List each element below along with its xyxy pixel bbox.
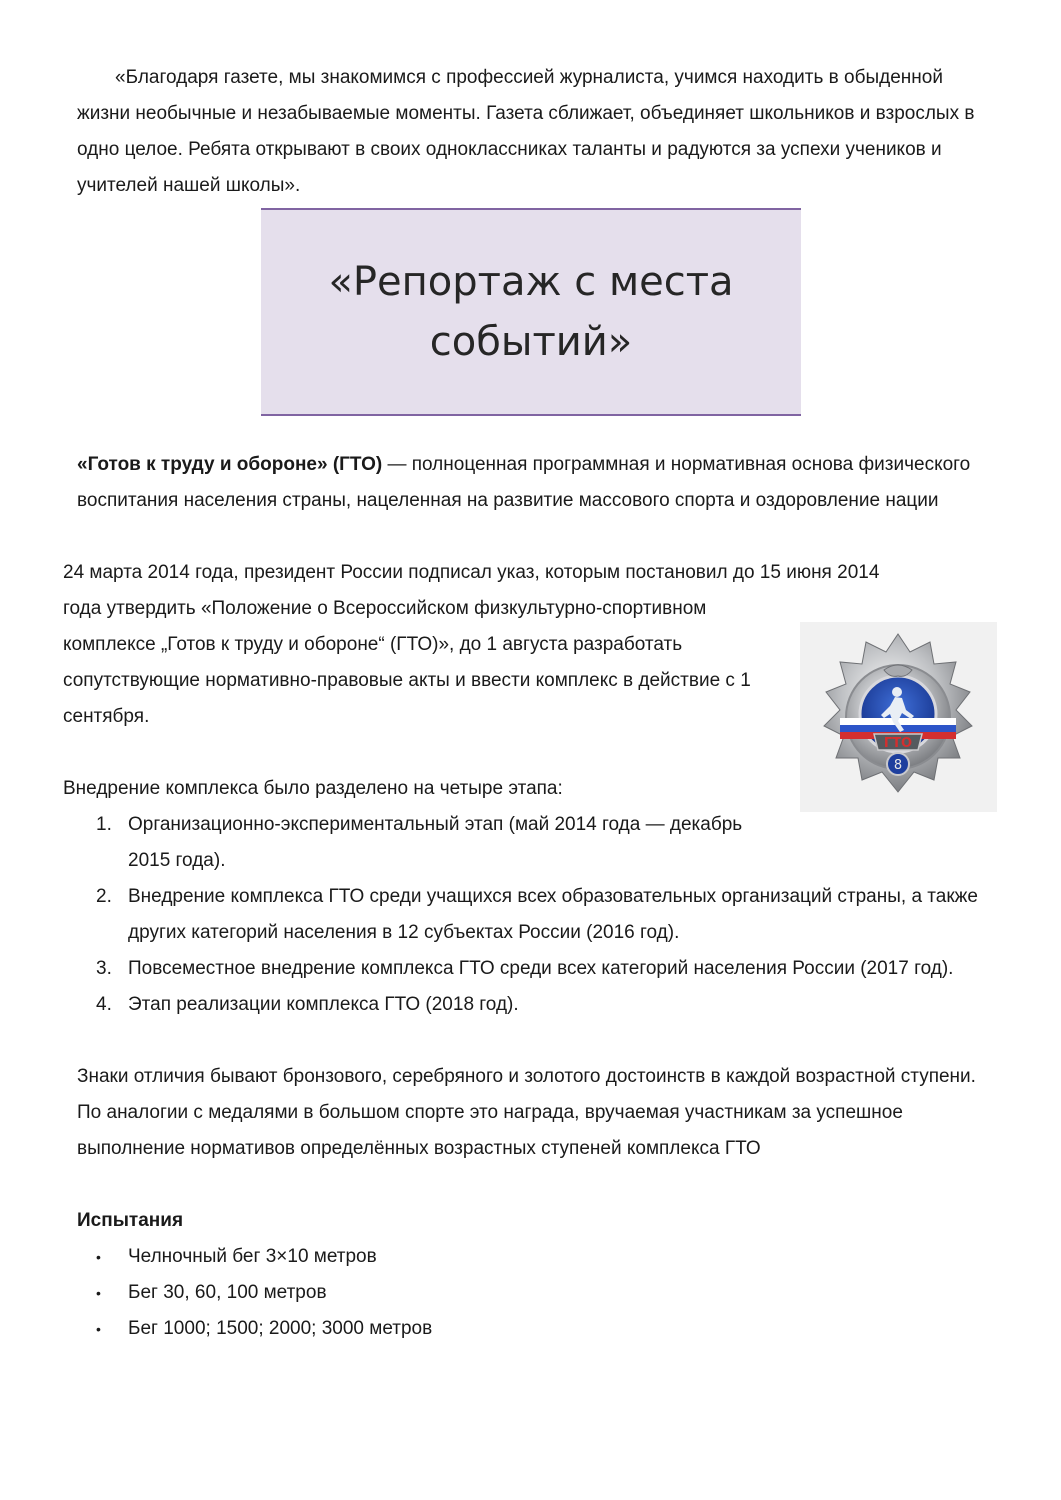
gto-term: «Готов к труду и обороне» (ГТО)	[77, 454, 383, 475]
test-item	[63, 1239, 963, 1275]
stage-text: Организационно-экспериментальный этап (май 2014 года — декабрь 2015 года).	[128, 814, 743, 871]
bullet-icon: •	[96, 1321, 101, 1337]
stage-text: Повсеместное внедрение комплекса ГТО среди всех категорий населения России (2017 год).	[128, 958, 954, 979]
decree-paragraph	[63, 555, 880, 735]
gto-badge-icon	[800, 622, 997, 812]
test-item	[63, 1275, 963, 1311]
awards-paragraph: Знаки отличия бывают бронзового, серебряного и золотого достоинств в каждой возрастной ступени. По аналогии с медалями в большом спорте это награда, вручаемая участникам за успешное выполнение нормативов определённых возрастных ступеней комплекса ГТО	[77, 1066, 976, 1159]
stage-number: 3.	[96, 958, 112, 979]
test-item	[63, 1311, 963, 1347]
stage-text: Внедрение комплекса ГТО среди учащихся всех образовательных организаций страны, а также других категорий населения в 12 субъектах России (2016 год).	[128, 886, 978, 943]
decree-rest: года утвердить «Положение о Всероссийском физкультурно-спортивном комплексе „Готов к труду и обороне“ (ГТО)», до 1 августа разработать сопутствующие нормативно-правовые акты и ввести комплекс в действие с 1 сентября.	[63, 598, 751, 727]
stage-number: 1.	[96, 814, 112, 835]
decree-line-1: 24 марта 2014 года, президент России подписал указ, которым постановил до 15 июня 2014	[63, 562, 880, 583]
section-banner	[261, 208, 801, 416]
badge-label: ГТО	[883, 736, 913, 751]
stage-number: 4.	[96, 994, 112, 1015]
stage-item	[63, 987, 983, 1023]
stages-list	[63, 807, 983, 1023]
gto-definition	[77, 447, 997, 519]
badge-number: 8	[893, 758, 903, 773]
stages-intro: Внедрение комплекса было разделено на четыре этапа:	[63, 778, 563, 799]
gto-definition-text: — полноценная программная и нормативная основа физического воспитания населения страны, нацеленная на развитие массового спорта и оздоровление нации	[77, 454, 971, 511]
tests-heading: Испытания	[77, 1210, 184, 1231]
test-text: Бег 30, 60, 100 метров	[128, 1282, 327, 1303]
test-text: Бег 1000; 1500; 2000; 3000 метров	[128, 1318, 433, 1339]
intro-quote: «Благодаря газете, мы знакомимся с профессией журналиста, учимся находить в обыденной жизни необычные и незабываемые моменты. Газета сближает, объединяет школьников и взрослых в одно целое. Ребята открывают в своих одноклассниках таланты и радуются за успехи учеников и учителей нашей школы».	[77, 67, 975, 196]
stage-text: Этап реализации комплекса ГТО (2018 год).	[128, 994, 519, 1015]
stage-item	[63, 807, 983, 879]
stage-item	[63, 951, 983, 987]
stage-item	[63, 879, 983, 951]
bullet-icon: •	[96, 1285, 101, 1301]
bullet-icon: •	[96, 1249, 101, 1265]
section-title: «Репортаж с места событий»	[328, 259, 734, 365]
test-text: Челночный бег 3×10 метров	[128, 1246, 377, 1267]
stage-number: 2.	[96, 886, 112, 907]
tests-list	[63, 1239, 963, 1347]
gto-badge-image	[800, 622, 997, 812]
